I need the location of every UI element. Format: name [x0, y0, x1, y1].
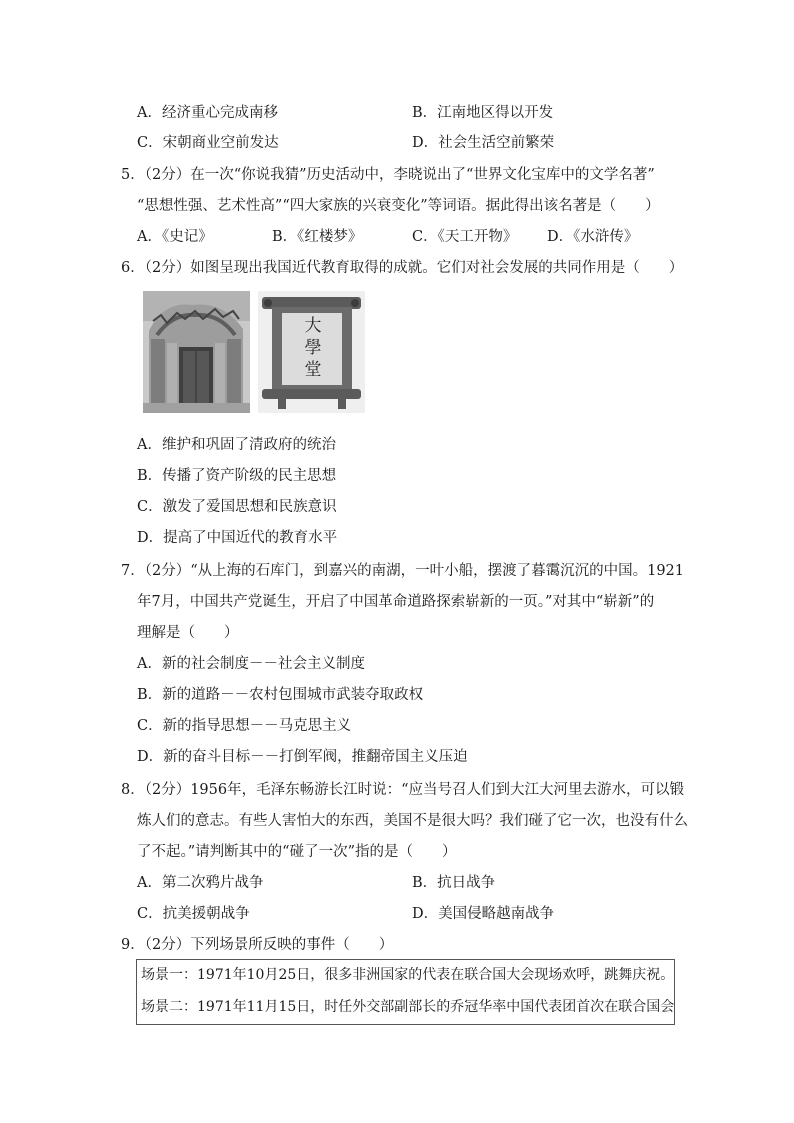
q5-stem-line1: 5．（2分）在一次“你说我猜”历史活动中，李晓说出了“世界文化宝库中的文学名著”	[121, 167, 655, 183]
q7-option-a: A．新的社会制度－－社会主义制度	[137, 656, 365, 672]
q6-option-a: A．维护和巩固了清政府的统治	[137, 437, 336, 453]
q7-option-d: D．新的奋斗目标－－打倒军阀，推翻帝国主义压迫	[137, 749, 468, 765]
q9-scene-box	[136, 959, 675, 1025]
q7-option-c: C．新的指导思想－－马克思主义	[137, 718, 352, 734]
q7-stem-line1: 7．（2分）“从上海的石库门，到嘉兴的南湖，一叶小船，摆渡了暮霭沉沉的中国。1921	[121, 563, 685, 579]
gate-photo	[143, 291, 250, 413]
q8-option-a: A．第二次鸦片战争	[137, 875, 264, 891]
q6-option-b: B．传播了资产阶级的民主思想	[137, 468, 337, 484]
q5-option-b: B．《红楼梦》	[272, 229, 363, 245]
q4-option-b: B．江南地区得以开发	[412, 105, 554, 121]
plaque-photo	[258, 291, 365, 413]
q4-option-d: D．社会生活空前繁荣	[412, 135, 555, 151]
q5-option-c: C．《天工开物》	[412, 229, 518, 245]
q9-stem: 9．（2分）下列场景所反映的事件（ ）	[121, 937, 394, 953]
q8-stem-line2: 炼人们的意志。有些人害怕大的东西，美国不是很大吗？我们碰了它一次，也没有什么	[137, 813, 688, 829]
q8-stem-line3: 了不起。”请判断其中的“碰了一次”指的是（ ）	[137, 844, 457, 860]
q9-scene2: 场景二：1971年11月15日，时任外交部副部长的乔冠华率中国代表团首次在联合国会	[141, 999, 675, 1015]
q7-stem-line3: 理解是（ ）	[137, 625, 239, 641]
q6-option-d: D．提高了中国近代的教育水平	[137, 530, 338, 546]
q4-option-c: C．宋朝商业空前发达	[137, 135, 279, 151]
q4-option-a: A．经济重心完成南移	[137, 105, 278, 121]
q9-scene1: 场景一：1971年10月25日，很多非洲国家的代表在联合国大会现场欢呼，跳舞庆祝。	[141, 967, 675, 983]
q8-option-c: C．抗美援朝战争	[137, 906, 250, 922]
q8-option-d: D．美国侵略越南战争	[412, 906, 555, 922]
q6-stem: 6．（2分）如图呈现出我国近代教育取得的成就。它们对社会发展的共同作用是（ ）	[121, 260, 684, 276]
q6-option-c: C．激发了爱国思想和民族意识	[137, 499, 337, 515]
plaque-text: 大學堂	[304, 316, 322, 380]
q7-option-b: B．新的道路－－农村包围城市武装夺取政权	[137, 687, 424, 703]
q5-stem-line2: “思想性强、艺术性高”“四大家族的兴衰变化”等词语。据此得出该名著是（ ）	[137, 198, 660, 214]
q8-option-b: B．抗日战争	[412, 875, 496, 891]
q7-stem-line2: 年7月，中国共产党诞生，开启了中国革命道路探索崭新的一页。”对其中“崭新”的	[137, 594, 655, 610]
q8-stem-line1: 8．（2分）1956年，毛泽东畅游长江时说：“应当号召人们到大江大河里去游水，可以锻	[121, 782, 685, 798]
q5-option-d: D．《水浒传》	[547, 229, 639, 245]
q5-option-a: A．《史记》	[137, 229, 213, 245]
